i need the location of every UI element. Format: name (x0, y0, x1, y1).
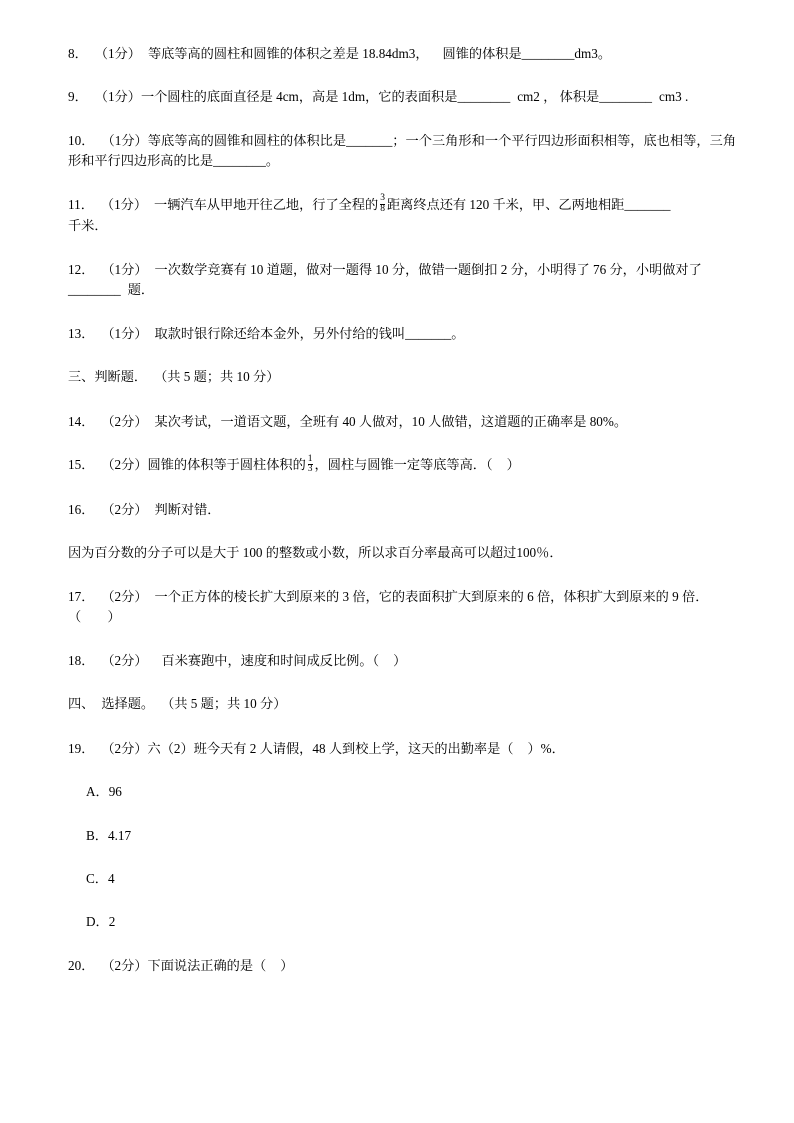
fraction-numerator: 1 (307, 453, 313, 464)
question-14-number: 14． (68, 413, 95, 429)
question-15-text-after: ，圆柱与圆锥一定等底等高．（ (314, 457, 493, 473)
question-19-points: （2分） (101, 740, 148, 756)
section-four-heading (68, 694, 736, 714)
question-19-option-a[interactable] (86, 782, 736, 802)
question-12-blank: ________ (68, 282, 121, 298)
question-11-number: 11． (68, 196, 94, 212)
question-13-points: （1分） (101, 325, 148, 341)
question-20-points: （2分） (101, 957, 148, 973)
question-19 (68, 739, 736, 759)
question-11-text-mid: 距离终点还有 120 千米，甲、乙两地相距 (386, 196, 625, 212)
question-11-blank: _______ (624, 196, 671, 212)
section-three-title: 判断题． (94, 369, 148, 385)
question-8-number: 8． (68, 46, 88, 61)
question-12-tail: 题． (127, 282, 155, 298)
question-19-number: 19． (68, 740, 95, 756)
question-18-number: 18． (68, 652, 95, 668)
question-12 (68, 260, 736, 301)
section-three-heading (68, 367, 736, 387)
question-14 (68, 412, 736, 432)
question-11-tail: 千米． (68, 218, 108, 234)
question-13-tail: 。 (451, 325, 465, 341)
question-9-tail: cm3 . (659, 89, 689, 105)
question-11 (68, 195, 736, 237)
question-17-number: 17． (68, 588, 95, 604)
question-10-text-before: 等底等高的圆锥和圆柱的体积比是 (147, 132, 347, 148)
question-15-text-before: 圆锥的体积等于圆柱体积的 (147, 457, 306, 473)
section-four-meta: （共 5 题；共 10 分） (161, 696, 287, 712)
question-15-points: （2分） (101, 457, 148, 473)
section-three-meta: （共 5 题；共 10 分） (154, 369, 280, 385)
question-19-option-c[interactable] (86, 869, 736, 889)
question-18 (68, 651, 736, 671)
question-15-tail: ） (506, 457, 520, 473)
question-17-tail: （ ） (68, 609, 121, 625)
section-three-label: 三、 (68, 369, 95, 385)
question-8 (68, 44, 736, 64)
question-9-blank-2: ________ (599, 89, 652, 105)
question-16-body-text: 因为百分数的分子可以是大于 100 的整数或小数，所以求百分率最高可以超过100％． (68, 545, 563, 561)
question-18-tail: ） (393, 652, 407, 668)
question-13-number: 13． (68, 325, 95, 341)
question-19-tail: ）%． (527, 740, 565, 756)
question-12-number: 12． (68, 261, 95, 277)
question-15 (68, 455, 736, 477)
question-9-points: （1分） (94, 89, 141, 105)
question-19-option-d[interactable] (86, 912, 736, 932)
question-10-mid: ；一个三角形和一个平行四边形面积相等，底也相等，三角形和平行四边形高的比是 (68, 132, 737, 169)
question-15-fraction (308, 455, 313, 475)
question-14-points: （2分） (101, 413, 148, 429)
question-13-blank: _______ (405, 325, 452, 341)
option-label: A．96 (86, 784, 122, 800)
question-20 (68, 956, 736, 976)
question-19-text: 六（2）班今天有 2 人请假，48 人到校上学，这天的出勤率是（ (147, 740, 514, 756)
question-12-text-before: 一次数学竞赛有 10 道题，做对一题得 10 分，做错一题倒扣 2 分，小明得了 76 分，小明做对了 (154, 261, 702, 277)
question-9 (68, 87, 736, 107)
question-15-number: 15． (68, 457, 95, 473)
question-10-blank-2: ________ (213, 153, 266, 169)
question-13-text-before: 取款时银行除还给本金外，另外付给的钱叫 (154, 325, 406, 341)
question-10-blank-1: _______ (346, 132, 393, 148)
question-11-points: （1分） (100, 196, 148, 212)
question-8-points: （1分） (94, 46, 141, 61)
question-10-number: 10． (68, 132, 95, 148)
question-17 (68, 587, 736, 628)
question-20-tail: ） (280, 957, 294, 973)
question-9-text-before: 一个圆柱的底面直径是 4cm，高是 1dm，它的表面积是 (140, 89, 458, 105)
fraction-denominator: 8 (380, 204, 385, 215)
option-label: D．2 (86, 914, 116, 930)
question-9-blank-1: ________ (457, 89, 511, 105)
option-label: B．4.17 (86, 827, 132, 843)
question-17-points: （2分） (101, 588, 148, 604)
question-12-points: （1分） (101, 261, 148, 277)
question-8-tail: dm3。 (574, 46, 612, 61)
question-18-text: 百米赛跑中，速度和时间成反比例。（ (161, 652, 380, 668)
question-9-number: 9． (68, 89, 88, 105)
question-14-text: 某次考试，一道语文题，全班有 40 人做对，10 人做错，这道题的正确率是 80%。 (154, 413, 628, 429)
question-8-text-before: 等底等高的圆柱和圆锥的体积之差是 18.84dm3， (147, 46, 429, 61)
question-20-text: 下面说法正确的是（ (147, 957, 267, 973)
option-label: C．4 (86, 870, 115, 886)
question-8-text-after: 圆锥的体积是 (442, 46, 522, 61)
question-16-text: 判断对错． (154, 501, 221, 517)
section-four-label: 四、 (68, 696, 95, 712)
question-17-text: 一个正方体的棱长扩大到原来的 3 倍，它的表面积扩大到原来的 6 倍，体积扩大到原来的 9 倍． (154, 588, 709, 604)
question-16-number: 16． (68, 501, 95, 517)
question-10 (68, 131, 736, 172)
question-16-points: （2分） (101, 501, 148, 517)
question-13 (68, 324, 736, 344)
question-11-text-before: 一辆汽车从甲地开往乙地，行了全程的 (154, 196, 379, 212)
question-11-fraction (380, 194, 385, 214)
question-18-points: （2分） (101, 652, 148, 668)
question-9-mid: cm2 ， 体积是 (517, 89, 600, 105)
question-20-number: 20． (68, 957, 95, 973)
question-10-points: （1分） (101, 132, 148, 148)
question-19-option-b[interactable] (86, 826, 736, 846)
fraction-denominator: 3 (307, 464, 313, 475)
question-10-tail: 。 (265, 153, 279, 169)
question-16 (68, 500, 736, 520)
question-8-blank: ________ (521, 46, 575, 61)
question-16-body (68, 543, 736, 563)
fraction-numerator: 3 (380, 193, 385, 204)
section-four-title: 选择题。 (101, 696, 155, 712)
